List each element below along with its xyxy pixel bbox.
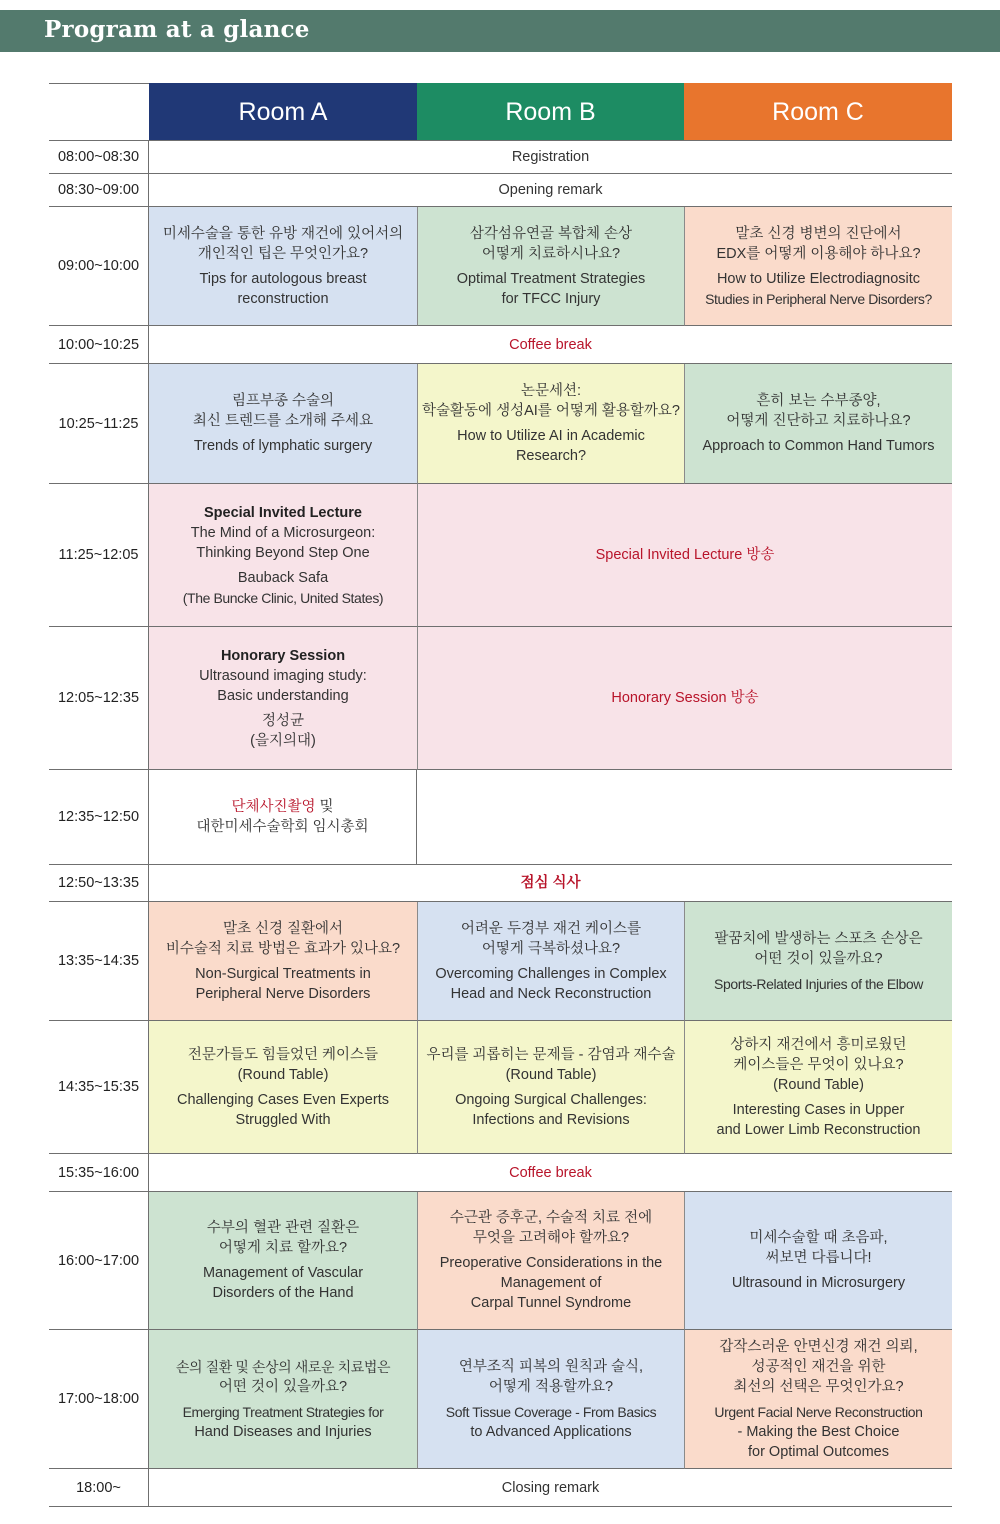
coffee-break-cell: Coffee break <box>149 1154 952 1192</box>
session-title-en: Studies in Peripheral Nerve Disorders? <box>705 290 932 307</box>
time-cell: 10:25~11:25 <box>49 364 149 484</box>
time-cell: 17:00~18:00 <box>49 1330 149 1469</box>
session-title-en: Disorders of the Hand <box>212 1285 354 1301</box>
session-title-ko: 비수술적 치료 방법은 효과가 있나요? <box>165 940 401 957</box>
closing-remark-cell: Closing remark <box>149 1469 952 1507</box>
group-photo-line <box>231 797 333 817</box>
session-title-en: Non-Surgical Treatments in <box>195 965 371 982</box>
session-cell <box>417 1192 684 1330</box>
session-title-en: Interesting Cases in Upper <box>732 1101 905 1118</box>
lecture-title: The Mind of a Microsurgeon: <box>190 524 376 541</box>
session-title-en: Hand Diseases and Injuries <box>194 1423 372 1440</box>
session-title-en: and Lower Limb Reconstruction <box>716 1121 921 1138</box>
conjunction: 및 <box>315 799 334 815</box>
lecture-title: Ultrasound imaging study: <box>199 667 367 684</box>
session-cell <box>149 364 417 484</box>
time-cell: 12:35~12:50 <box>49 770 149 865</box>
session-cell <box>149 770 417 865</box>
session-title-ko: 어떻게 극복하셨나요? <box>481 940 621 957</box>
session-title-ko: 상하지 재건에서 흥미로웠던 <box>730 1036 907 1053</box>
session-title-en: Management of Vascular <box>202 1265 364 1281</box>
time-cell: 11:25~12:05 <box>49 484 149 627</box>
session-title-ko: 학술활동에 생성AI를 어떻게 활용할까요? <box>422 403 680 419</box>
speaker-affiliation: (을지의대) <box>250 732 316 749</box>
session-title-en: reconstruction <box>237 290 329 307</box>
session-title-en: for TFCC Injury <box>501 290 601 307</box>
session-title-en: Research? <box>515 448 587 464</box>
session-title-ko: 흔히 보는 수부종양, <box>756 393 881 409</box>
session-title-en: Carpal Tunnel Syndrome <box>470 1295 632 1311</box>
session-cell <box>149 627 417 770</box>
session-title-ko: 어떻게 치료하시나요? <box>481 245 621 262</box>
session-title-en: Ongoing Surgical Challenges: <box>455 1091 647 1108</box>
room-c-header: Room C <box>684 83 952 141</box>
session-cell <box>149 902 417 1021</box>
broadcast-cell: Honorary Session 방송 <box>417 627 952 770</box>
session-title: Honorary Session <box>220 647 346 664</box>
session-title-en: Ultrasound in Microsurgery <box>731 1275 906 1291</box>
banner-title: Program at a glance <box>44 16 310 43</box>
session-cell <box>684 902 952 1021</box>
session-cell <box>684 1192 952 1330</box>
session-title-ko: 성공적인 재건을 위한 <box>751 1358 886 1375</box>
session-title-ko: 논문세션: <box>520 383 582 399</box>
session-title-ko: 수부의 혈관 관련 질환은 <box>206 1220 360 1236</box>
time-cell: 16:00~17:00 <box>49 1192 149 1330</box>
session-title-ko: 어떤 것이 있을까요? <box>754 950 883 967</box>
session-title-en: for Optimal Outcomes <box>747 1443 889 1460</box>
session-title-ko: 어떻게 진단하고 치료하나요? <box>726 413 911 429</box>
session-title-ko: 말초 신경 병변의 진단에서 <box>735 225 902 242</box>
session-title-ko: 삼각섬유연골 복합체 손상 <box>469 225 633 242</box>
session-title-en: Infections and Revisions <box>472 1111 630 1128</box>
session-title-ko: EDX를 어떻게 이용해야 하나요? <box>716 245 921 262</box>
session-title-ko: 무엇을 고려해야 할까요? <box>472 1230 630 1246</box>
session-cell <box>417 1330 684 1469</box>
session-title-en: Peripheral Nerve Disorders <box>195 985 371 1002</box>
lecture-title: Thinking Beyond Step One <box>196 544 370 561</box>
session-title-en: to Advanced Applications <box>470 1423 632 1440</box>
time-cell: 12:05~12:35 <box>49 627 149 770</box>
session-title-en: - Making the Best Choice <box>737 1423 900 1440</box>
session-title-en: Management of <box>500 1275 602 1291</box>
session-cell <box>417 364 684 484</box>
speaker-name: Bauback Safa <box>237 569 329 586</box>
session-format: (Round Table) <box>237 1066 329 1083</box>
session-title-ko: 개인적인 팁은 무엇인가요? <box>197 245 369 262</box>
room-b-header: Room B <box>417 83 684 141</box>
session-title-ko: 수근관 증후군, 수술적 치료 전에 <box>449 1210 653 1226</box>
session-title-en: Sports-Related Injuries of the Elbow <box>714 975 923 992</box>
session-title: Special Invited Lecture <box>204 504 362 521</box>
empty-cell <box>417 770 952 865</box>
time-cell: 13:35~14:35 <box>49 902 149 1021</box>
session-title-ko: 전문가들도 힘들었던 케이스들 <box>187 1046 379 1063</box>
session-title-ko: 손의 질환 및 손상의 새로운 치료법은 <box>175 1358 391 1375</box>
session-title-ko: 팔꿈치에 발생하는 스포츠 손상은 <box>714 930 923 947</box>
session-cell <box>149 207 417 326</box>
session-title-ko: 어떻게 적용할까요? <box>488 1378 614 1395</box>
session-cell <box>684 364 952 484</box>
session-title-en: Tips for autologous breast <box>199 270 367 287</box>
coffee-break-cell: Coffee break <box>149 326 952 364</box>
session-format: (Round Table) <box>505 1066 597 1083</box>
session-title-en: Overcoming Challenges in Complex <box>435 965 667 982</box>
session-title-en: Emerging Treatment Strategies for <box>182 1403 384 1420</box>
section-banner <box>0 10 1000 52</box>
session-title-ko: 림프부종 수술의 <box>231 393 335 409</box>
session-title-en: How to Utilize Electrodiagnositc <box>716 270 921 287</box>
session-title-ko: 말초 신경 질환에서 <box>222 920 344 937</box>
time-cell: 18:00~ <box>49 1469 149 1507</box>
session-cell <box>149 1021 417 1154</box>
time-cell: 12:50~13:35 <box>49 865 149 902</box>
session-title-ko: 갑작스러운 안면신경 재건 의뢰, <box>719 1338 918 1355</box>
session-title-ko: 최선의 선택은 무엇인가요? <box>733 1378 904 1395</box>
session-title-en: Challenging Cases Even Experts <box>177 1091 389 1108</box>
time-cell: 15:35~16:00 <box>49 1154 149 1192</box>
session-cell <box>417 207 684 326</box>
session-title-en: Struggled With <box>235 1111 331 1128</box>
room-a-header: Room A <box>149 83 417 141</box>
session-cell <box>149 1330 417 1469</box>
session-cell <box>417 902 684 1021</box>
session-cell <box>149 484 417 627</box>
session-cell <box>684 207 952 326</box>
opening-remark-cell: Opening remark <box>149 174 952 207</box>
lecture-title: Basic understanding <box>217 687 349 704</box>
general-meeting-label: 대한미세수술학회 임시총회 <box>196 819 369 835</box>
session-format: (Round Table) <box>773 1076 864 1093</box>
time-cell: 10:00~10:25 <box>49 326 149 364</box>
time-cell: 14:35~15:35 <box>49 1021 149 1154</box>
session-cell <box>417 1021 684 1154</box>
session-cell <box>149 1192 417 1330</box>
session-title-ko: 최신 트렌드를 소개해 주세요 <box>192 413 374 429</box>
session-title-en: Urgent Facial Nerve Reconstruction <box>714 1403 923 1420</box>
lunch-cell: 점심 식사 <box>149 865 952 902</box>
registration-cell: Registration <box>149 141 952 174</box>
session-title-ko: 우리를 괴롭히는 문제들 - 감염과 재수술 <box>426 1046 676 1063</box>
session-title-ko: 어려운 두경부 재건 케이스를 <box>460 920 642 937</box>
session-title-en: Head and Neck Reconstruction <box>450 985 652 1002</box>
broadcast-cell: Special Invited Lecture 방송 <box>417 484 952 627</box>
session-cell <box>684 1330 952 1469</box>
time-cell: 08:30~09:00 <box>49 174 149 207</box>
session-title-en: Approach to Common Hand Tumors <box>702 438 935 454</box>
time-cell: 09:00~10:00 <box>49 207 149 326</box>
session-title-ko: 미세수술할 때 초음파, <box>749 1230 888 1246</box>
session-title-ko: 미세수술을 통한 유방 재건에 있어서의 <box>162 225 404 242</box>
group-photo-label: 단체사진촬영 <box>231 799 316 815</box>
session-title-ko: 케이스들은 무엇이 있나요? <box>733 1056 904 1073</box>
session-title-en: Preoperative Considerations in the <box>439 1255 663 1271</box>
session-title-en: Optimal Treatment Strategies <box>456 270 646 287</box>
speaker-name: 정성균 <box>261 712 305 729</box>
session-cell <box>684 1021 952 1154</box>
time-cell: 08:00~08:30 <box>49 141 149 174</box>
session-title-ko: 어떻게 치료 할까요? <box>218 1240 348 1256</box>
session-title-ko: 써보면 다릅니다! <box>765 1250 872 1266</box>
session-title-ko: 어떤 것이 있을까요? <box>218 1378 348 1395</box>
session-title-en: Soft Tissue Coverage - From Basics <box>445 1403 657 1420</box>
session-title-en: How to Utilize AI in Academic <box>457 428 645 444</box>
speaker-affiliation: (The Buncke Clinic, United States) <box>182 589 384 606</box>
session-title-ko: 연부조직 피복의 원칙과 술식, <box>458 1358 644 1375</box>
session-title-en: Trends of lymphatic surgery <box>193 438 373 454</box>
